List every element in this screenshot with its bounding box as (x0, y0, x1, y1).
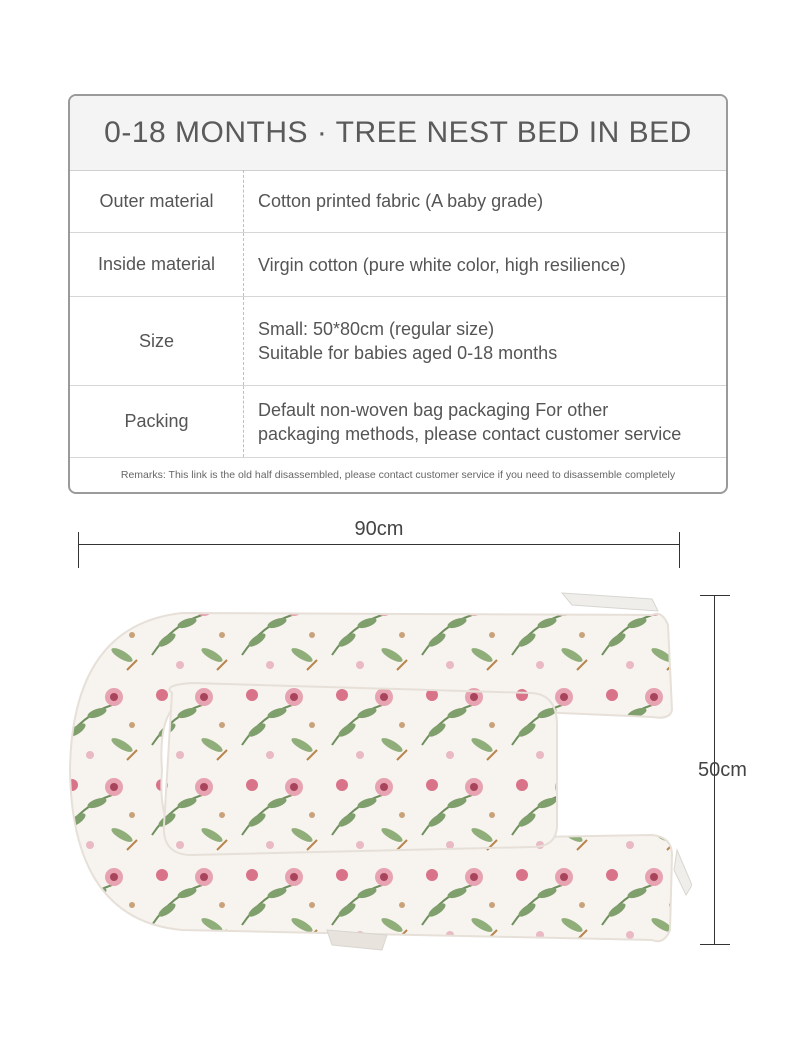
spec-label: Outer material (70, 170, 244, 232)
dimension-tick (679, 532, 680, 568)
height-dimension (690, 595, 800, 945)
spec-table (68, 94, 728, 494)
spec-row-inside-material (70, 233, 726, 297)
spec-label: Size (70, 297, 244, 385)
page-title: 0-18 MONTHS · TREE NEST BED IN BED (70, 96, 726, 171)
nest-inner-pad (164, 683, 557, 855)
dimension-tick (700, 944, 730, 945)
spec-value-line: packaging methods, please contact customer service (258, 423, 682, 444)
spec-value-line: Cotton printed fabric (A baby grade) (258, 191, 544, 211)
spec-value (258, 297, 720, 385)
nest-strap-top (562, 593, 658, 611)
dimension-line (78, 544, 680, 545)
spec-label: Packing (70, 386, 244, 457)
spec-value (258, 233, 720, 296)
spec-value-line: Default non-woven bag packaging For other (258, 399, 609, 420)
width-label: 90cm (354, 518, 404, 540)
spec-row-size (70, 297, 726, 386)
spec-value (258, 170, 720, 232)
dimension-tick (78, 532, 79, 568)
width-dimension (78, 518, 680, 570)
spec-value-line: Small: 50*80cm (regular size) (258, 319, 495, 339)
spec-row-packing (70, 386, 726, 458)
spec-value-line: Suitable for babies aged 0-18 months (258, 343, 558, 363)
spec-row-outer-material (70, 170, 726, 233)
dimension-tick (700, 595, 730, 596)
spec-value-line: Virgin cotton (pure white color, high resilience) (258, 254, 626, 275)
nest-bed-image (52, 585, 692, 955)
spec-label: Inside material (70, 233, 244, 296)
remarks-note: Remarks: This link is the old half disassembled, please contact customer service if you need to disassemble completely (120, 469, 676, 481)
height-label: 50cm (698, 759, 747, 781)
spec-value (258, 386, 720, 457)
